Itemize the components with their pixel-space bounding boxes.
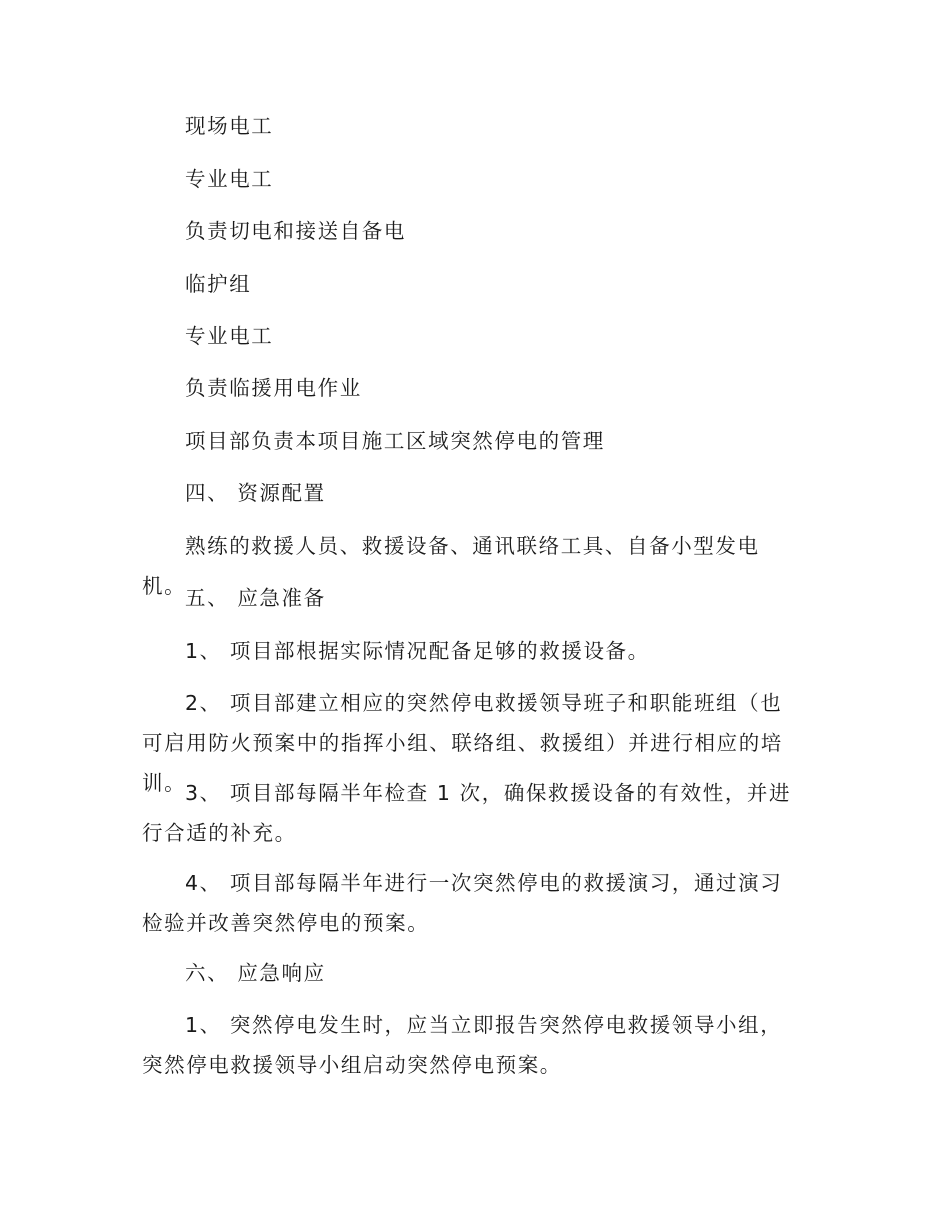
- resources-text: 熟练的救援人员、救援设备、通讯联络工具、自备小型发电机。: [142, 534, 760, 598]
- line-temporary-group: 临护组: [185, 272, 252, 296]
- preparation-item-4: 4、 项目部每隔半年进行一次突然停电的救援演习，通过演习检验并改善突然停电的预案。: [142, 871, 783, 935]
- line-power-cut-duty: 负责切电和接送自备电: [185, 219, 406, 243]
- line-project-management: 项目部负责本项目施工区域突然停电的管理: [185, 429, 605, 453]
- line-professional-electrician-1: 专业电工: [185, 167, 274, 191]
- line-site-electrician: 现场电工: [185, 114, 274, 138]
- section-heading-resources: 四、 资源配置: [185, 481, 326, 505]
- preparation-item-1: 1、 项目部根据实际情况配备足够的救援设备。: [185, 639, 650, 663]
- line-temporary-power-duty: 负责临援用电作业: [185, 376, 362, 400]
- section-heading-response: 六、 应急响应: [185, 961, 326, 985]
- section-heading-preparation: 五、 应急准备: [185, 586, 326, 610]
- line-professional-electrician-2: 专业电工: [185, 324, 274, 348]
- preparation-item-2: 2、 项目部建立相应的突然停电救援领导班子和职能班组（也可启用防火预案中的指挥小组、联络组、救援组）并进行相应的培训。: [142, 691, 783, 795]
- preparation-item-3: 3、 项目部每隔半年检查 1 次，确保救援设备的有效性，并进行合适的补充。: [142, 781, 792, 845]
- response-item-1: 1、 突然停电发生时，应当立即报告突然停电救援领导小组，突然停电救援领导小组启动突然停电预案。: [142, 1013, 783, 1077]
